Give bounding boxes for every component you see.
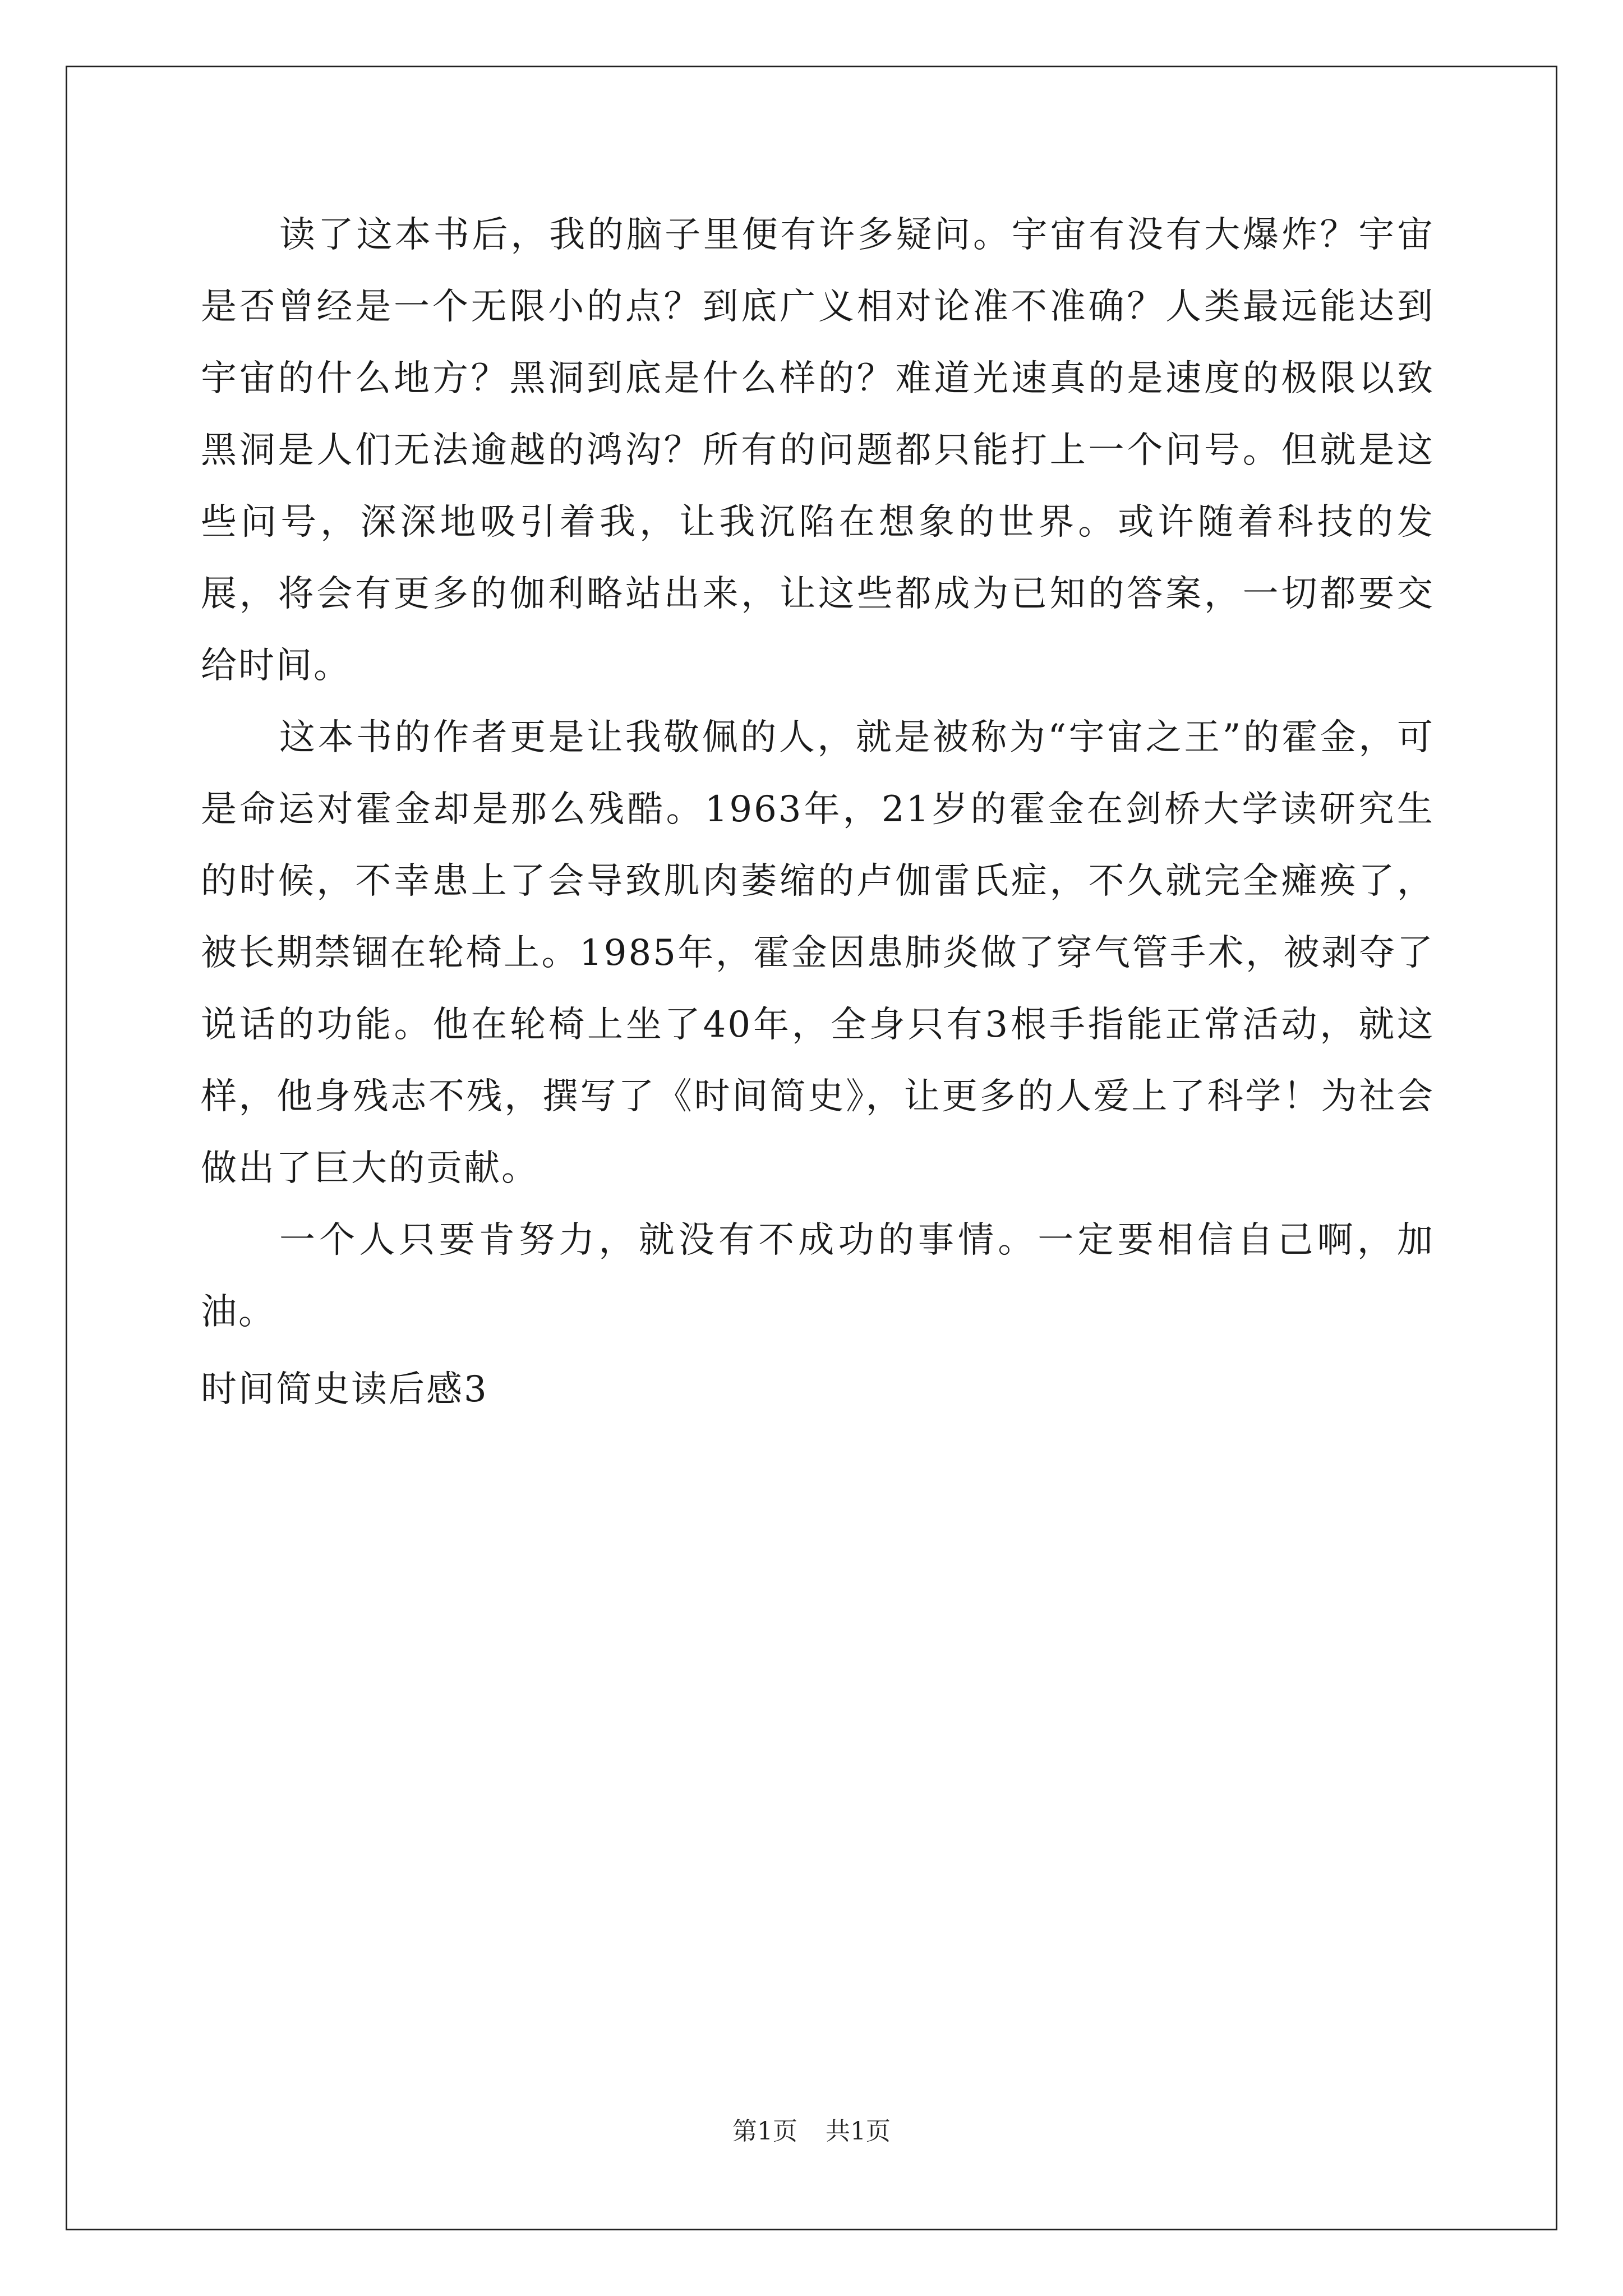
- paragraph-3: 一个人只要肯努力，就没有不成功的事情。一定要相信自己啊，加油。: [201, 1220, 1435, 1333]
- paragraph-2: 这本书的作者更是让我敬佩的人，就是被称为“宇宙之王”的霍金，可是命运对霍金却是那么残酷。1963年，21岁的霍金在剑桥大学读研究生的时候，不幸患上了会导致肌肉萎缩的卢伽雷氏症，不久就完全瘫痪了，被长期禁锢在轮椅上。1985年，霍金因患肺炎做了穿气管手术，被剥夺了说话的功能。他在轮椅上坐了40年，全身只有3根手指能正常活动，就这样，他身残志不残，撰写了《时间简史》，让更多的人爱上了科学！为社会做出了巨大的贡献。: [201, 717, 1435, 1189]
- paragraph-1: 读了这本书后，我的脑子里便有许多疑问。宇宙有没有大爆炸？宇宙是否曾经是一个无限小的点？到底广义相对论准不准确？人类最远能达到宇宙的什么地方？黑洞到底是什么样的？难道光速真的是速度的极限以致黑洞是人们无法逾越的鸿沟？所有的问题都只能打上一个问号。但就是这些问号，深深地吸引着我，让我沉陷在想象的世界。或许随着科技的发展，将会有更多的伽利略站出来，让这些都成为已知的答案，一切都要交给时间。: [201, 214, 1435, 687]
- page-footer: [0, 2115, 1623, 2148]
- section-heading: 时间简史读后感3: [201, 1369, 488, 1410]
- page-total: 共1页: [826, 2117, 891, 2146]
- page-number: 第1页: [732, 2117, 797, 2146]
- document-body: [201, 199, 1435, 1425]
